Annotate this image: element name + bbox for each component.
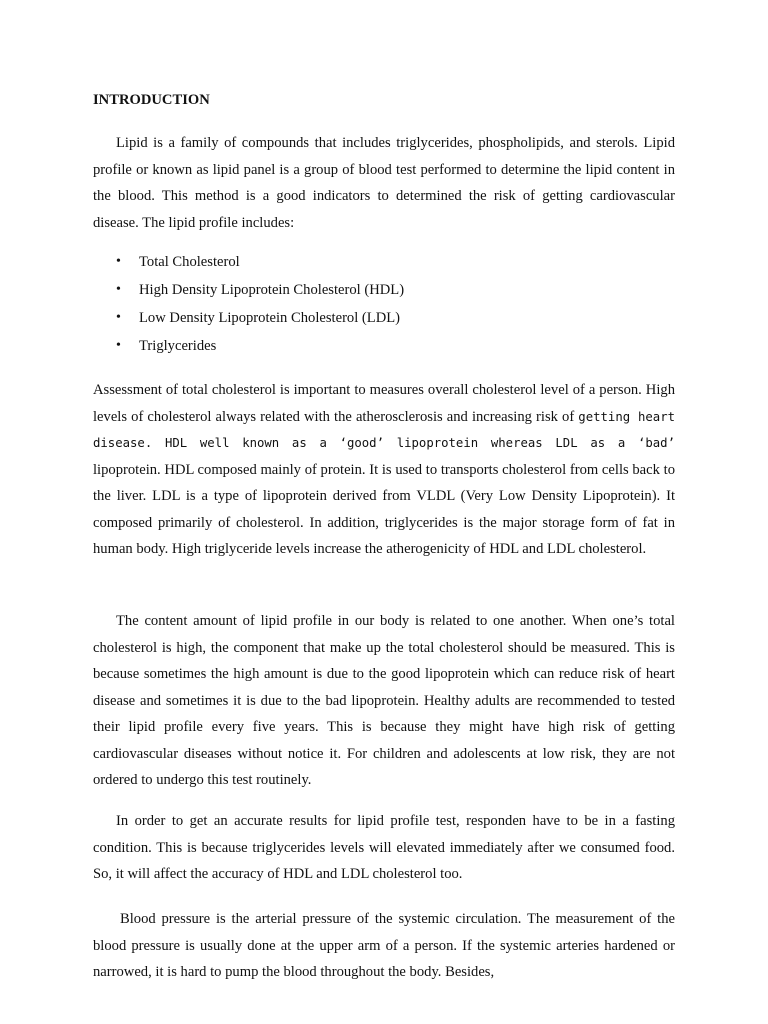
list-item: • Low Density Lipoprotein Cholesterol (LDL) — [93, 306, 675, 334]
list-item: • High Density Lipoprotein Cholesterol (HDL) — [93, 278, 675, 306]
list-item: • Total Cholesterol — [93, 250, 675, 278]
bullet-icon: • — [116, 282, 121, 297]
paragraph-cholesterol-assessment: Assessment of total cholesterol is important to measures overall cholesterol level of a person. High levels of cholesterol always related with the atherosclerosis and increasing risk of getting heart disease. HDL well known as a ‘good’ lipoprotein whereas LDL as a ‘bad’ lipoprotein. HDL composed mainly of protein. It is used to transports cholesterol from cells back to the liver. LDL is a type of lipoprotein derived from VLDL (Very Low Density Lipoprotein). It composed primarily of cholesterol. In addition, triglycerides is the major storage form of fat in human body. High triglyceride levels increase the atherogenicity of HDL and LDL cholesterol. — [93, 382, 675, 557]
paragraph-blood-pressure: Blood pressure is the arterial pressure of the systemic circulation. The measurement of the blood pressure is usually done at the upper arm of a person. If the systemic arteries hardened or narrowed, it is hard to pump the blood throughout the body. Besides, — [93, 911, 675, 980]
bullet-icon: • — [116, 254, 121, 269]
list-item: • Triglycerides — [93, 334, 675, 362]
paragraph-fasting-condition: In order to get an accurate results for lipid profile test, responden have to be in a fasting condition. This is because triglycerides levels will elevated immediately after we consumed food. So, it will affect the accuracy of HDL and LDL cholesterol too. — [93, 813, 675, 882]
lipid-profile-list — [93, 250, 675, 362]
paragraph-lipid-intro: Lipid is a family of compounds that includes triglycerides, phospholipids, and sterols. Lipid profile or known as lipid panel is a group of blood test performed to determine the lipid content in the blood. This method is a good indicators to determined the risk of getting cardiovascular disease. The lipid profile includes: — [93, 135, 675, 231]
section-heading: INTRODUCTION — [93, 92, 210, 108]
bullet-icon: • — [116, 338, 121, 353]
paragraph-lipid-content: The content amount of lipid profile in our body is related to one another. When one’s total cholesterol is high, the component that make up the total cholesterol should be measured. This is because sometimes the high amount is due to the good lipoprotein which can reduce risk of heart disease and sometimes it is due to the bad lipoprotein. Healthy adults are recommended to tested their lipid profile every five years. This is because they might have high risk of getting cardiovascular diseases without notice it. For children and adolescents at low risk, they are not ordered to undergo this test routinely. — [93, 613, 675, 788]
bullet-icon: • — [116, 310, 121, 325]
